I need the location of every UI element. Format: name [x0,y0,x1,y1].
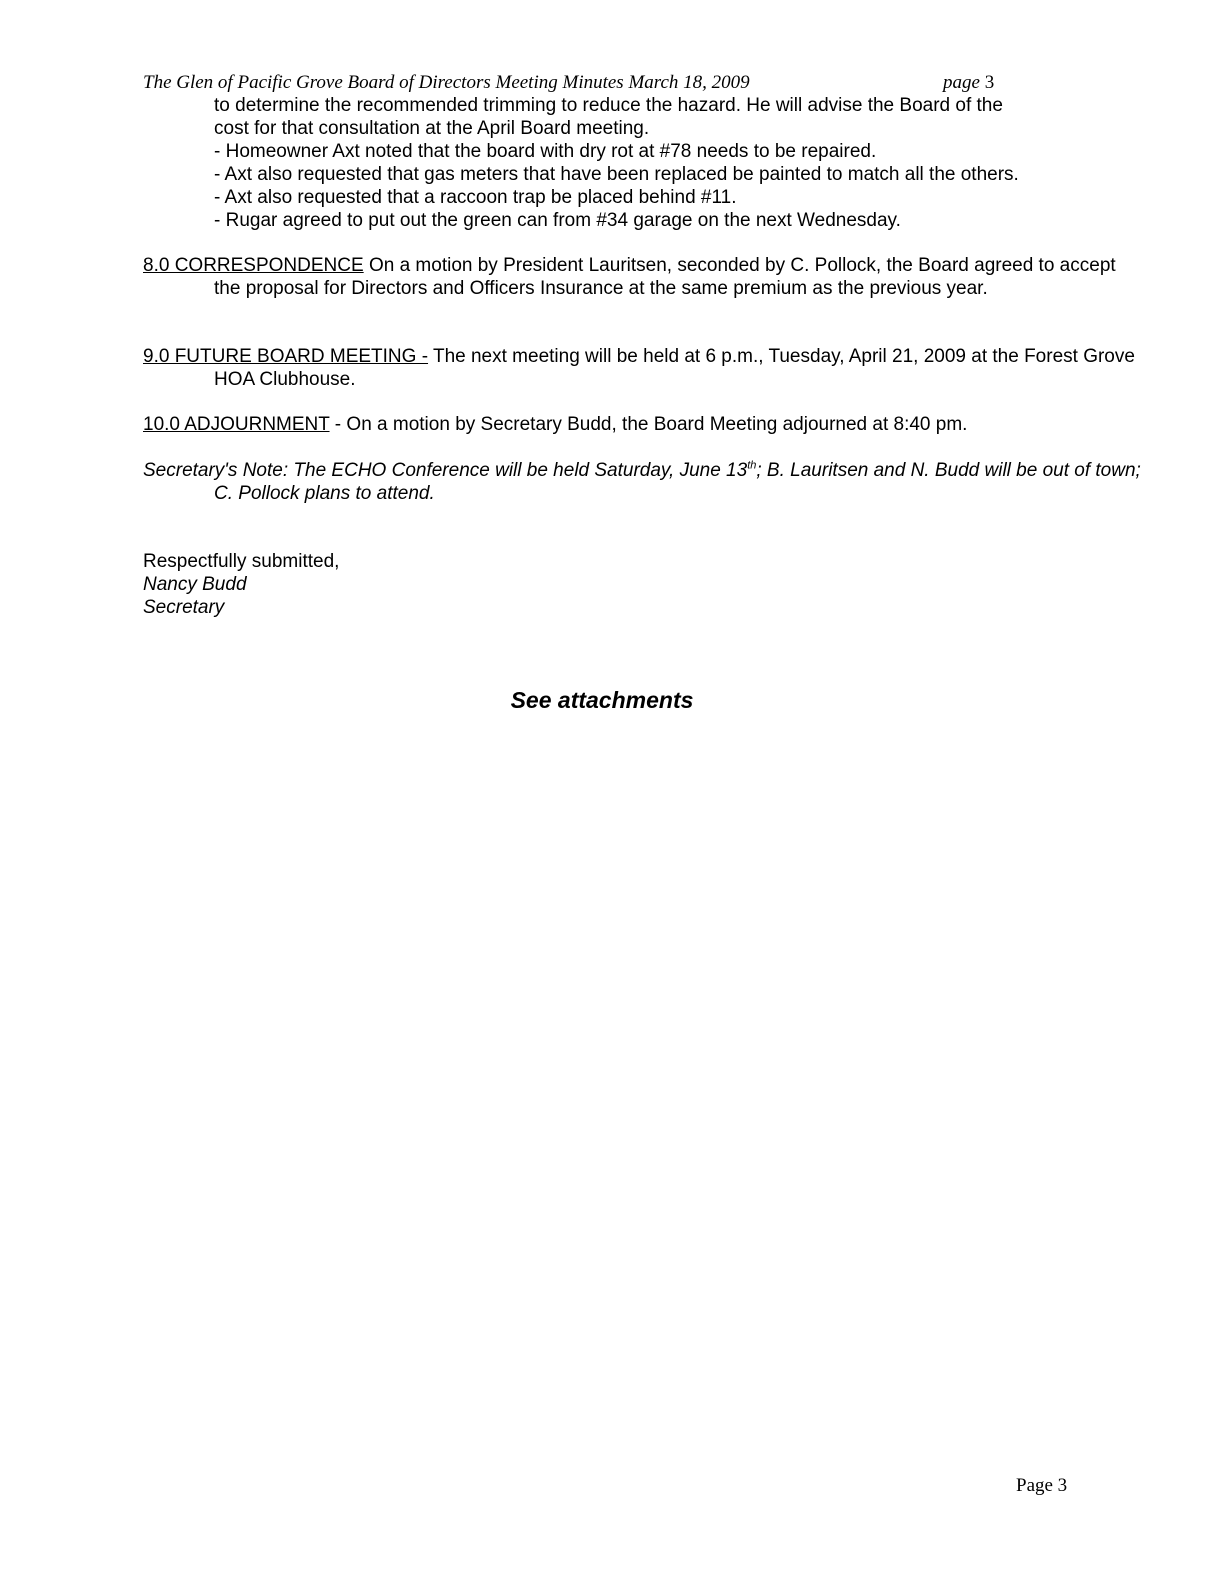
section-text: - On a motion by Secretary Budd, the Board Meeting adjourned at 8:40 pm. [329,414,968,435]
header-title: The Glen of Pacific Grove Board of Directors Meeting Minutes March 18, 2009 [143,72,750,93]
footer-page-number: Page 3 [1016,1475,1068,1496]
ordinal-suffix: th [747,459,757,472]
running-header [143,71,995,95]
see-attachments-note: See attachments [510,687,694,713]
section-text: The next meeting will be held at 6 p.m., Tuesday, April 21, 2009 at the Forest Grove HOA Clubhouse. [214,346,1135,390]
secretary-note [143,459,1144,505]
continuation-line: to determine the recommended trimming to reduce the hazard. He will advise the Board of the [214,95,1003,116]
secretary-note-text: Secretary's Note: The ECHO Conference will be held Saturday, June 13 [143,460,748,481]
continuation-line: cost for that consultation at the April Board meeting. [214,118,650,139]
section-heading: 8.0 CORRESPONDENCE [143,255,364,276]
section-heading: 10.0 ADJOURNMENT [143,414,330,435]
continued-paragraph [143,94,1073,232]
section-correspondence [143,254,1144,300]
header-page-digit: 3 [984,72,995,93]
continuation-line: - Axt also requested that gas meters that have been replaced be painted to match all the others. [214,164,1019,185]
continuation-line: - Axt also requested that a raccoon trap be placed behind #11. [214,187,737,208]
header-page-word: page [943,72,980,93]
continuation-line: - Homeowner Axt noted that the board with dry rot at #78 needs to be repaired. [214,141,877,162]
section-text: On a motion by President Lauritsen, seconded by C. Pollock, the Board agreed to accept the proposal for Directors and Officers Insurance at the same premium as the previous year. [214,255,1116,299]
section-heading: 9.0 FUTURE BOARD MEETING - [143,346,429,367]
signoff-name: Nancy Budd [143,574,247,595]
signoff-closing: Respectfully submitted, [143,551,340,572]
signoff [143,550,339,619]
section-future-board-meeting [143,345,1144,391]
signoff-role: Secretary [143,597,225,618]
secretary-note-text-rest: ; B. Lauritsen and N. Budd will be out of town; C. Pollock plans to attend. [214,460,1141,504]
section-adjournment [143,413,1144,436]
continuation-line: - Rugar agreed to put out the green can from #34 garage on the next Wednesday. [214,210,901,231]
header-page-number [943,71,994,95]
